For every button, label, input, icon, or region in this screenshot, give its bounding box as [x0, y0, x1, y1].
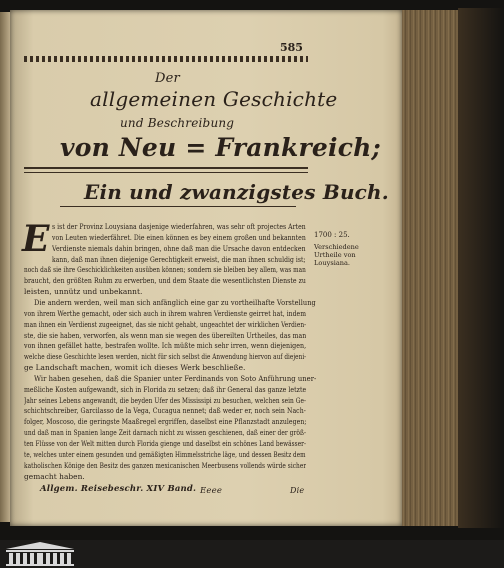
- body-line: welche diese Geschichte lesen werden, nicht für sich selbst die Anwendung hiervon auf diejeni-: [24, 352, 307, 362]
- body-line: von ihnen gefället hatte, bestrafen wollte. Ich müßte mich sehr irren, wenn diejenigen,: [24, 341, 307, 351]
- body-line: ten Flüsse von der Welt mitten durch Florida gienge und daselbst ein schönes Land bewässer-: [24, 439, 306, 448]
- library-building-icon: [4, 541, 76, 567]
- body-line: folger, Moscoso, die geringste Maaßregel ergriffen, daselbst eine Pflanzstadt anzulegen;: [24, 417, 307, 427]
- margin-note-label: Verschiedene Urtheile von Louysiana.: [314, 243, 359, 267]
- footer-catchword: Die: [290, 486, 305, 495]
- chapter-rule: [60, 206, 296, 207]
- footer-book-reference: Allgem. Reisebeschr. XIV Band.: [40, 484, 197, 494]
- footer-signature-mark: Eeee: [200, 486, 223, 496]
- title-line-3: und Beschreibung: [120, 116, 235, 130]
- body-line: und daß man in Spanien lange Zeit darnach nicht zu wissen geschienen, daß einer der größ-: [24, 428, 307, 438]
- title-line-2: allgemeinen Geschichte: [90, 87, 338, 111]
- body-line: katholischen Könige den Besitz des ganzen mexicanischen Meerbusens vollends würde sicher: [24, 460, 307, 470]
- body-line: te, welches unter einem gesunden und gemäßigten Himmelsstriche läge, und dessen Besitz dem: [24, 449, 306, 459]
- body-line: von Leuten wiederfähret. Die einen können es bey einem großen und bekannten: [52, 232, 306, 242]
- body-line: ge Landschaft machen, womit ich dieses Werk beschließe.: [24, 363, 246, 373]
- title-line-4: von Neu = Frankreich;: [60, 133, 381, 162]
- drop-cap: E: [22, 218, 50, 260]
- body-line: meßliche Kosten aufgewandt, sich in Florida zu setzen; daß ihr General das ganze letzte: [24, 384, 307, 394]
- chapter-title: Ein und zwanzigstes Buch.: [84, 180, 389, 204]
- body-line: noch daß sie ihre Geschicklichkeiten ausüben können; sondern sie bleiben bey allem, was man: [24, 265, 306, 275]
- top-ornament-border: [24, 56, 308, 62]
- body-line: s ist der Provinz Louysiana dasjenige wiederfahren, was sehr oft projectes Arten: [52, 222, 306, 231]
- page-number: 585: [280, 41, 303, 54]
- body-line: gemacht haben.: [24, 471, 85, 481]
- book-spine-shadow: [458, 8, 504, 528]
- body-line: kann, daß man ihnen diejenige Gerechtigkeit erweist, die man ihnen schuldig ist;: [52, 254, 306, 264]
- margin-note-year: 1700 : 25.: [314, 231, 350, 239]
- body-line: ste, die sie haben, verworfen, als wenn man sie wegen des übereilten Urtheiles, das man: [24, 330, 307, 340]
- title-double-rule: [24, 167, 308, 173]
- body-line: man ihnen ein Verdienst zugeeignet, das sie nicht gehabt, ungeachtet der wirklichen Verdien-: [24, 319, 307, 329]
- title-line-1: Der: [155, 71, 180, 86]
- body-line: leisten, unnütz und unbekannt.: [24, 287, 143, 297]
- body-line: Wir haben gesehen, daß die Spanier unter Ferdinands von Soto Anführung uner-: [34, 373, 317, 383]
- body-line: braucht, den größten Ruhm zu erwerben, und dem Staate die wesentlichsten Dienste zu: [24, 276, 306, 286]
- body-line: schichtschreiber, Garcilasso de la Vega, Cucagua nennet; daß weder er, noch sein Nach-: [24, 406, 306, 416]
- body-line: von ihrem Werthe gemacht, oder sich auch in ihrem wahren Verdienste geirret hat, indem: [24, 308, 306, 318]
- body-line: Die andern werden, weil man sich anfänglich eine gar zu vortheilhafte Vorstellung: [34, 297, 316, 307]
- body-line: Jahr seines Lebens angewandt, die beyden Ufer des Mississipi zu besuchen, welchen sein Ge-: [24, 395, 307, 405]
- page-stack-edges: [402, 10, 458, 526]
- body-line: Verdienste niemals dahin bringen, ohne daß man die Ursache davon entdecken: [52, 243, 306, 253]
